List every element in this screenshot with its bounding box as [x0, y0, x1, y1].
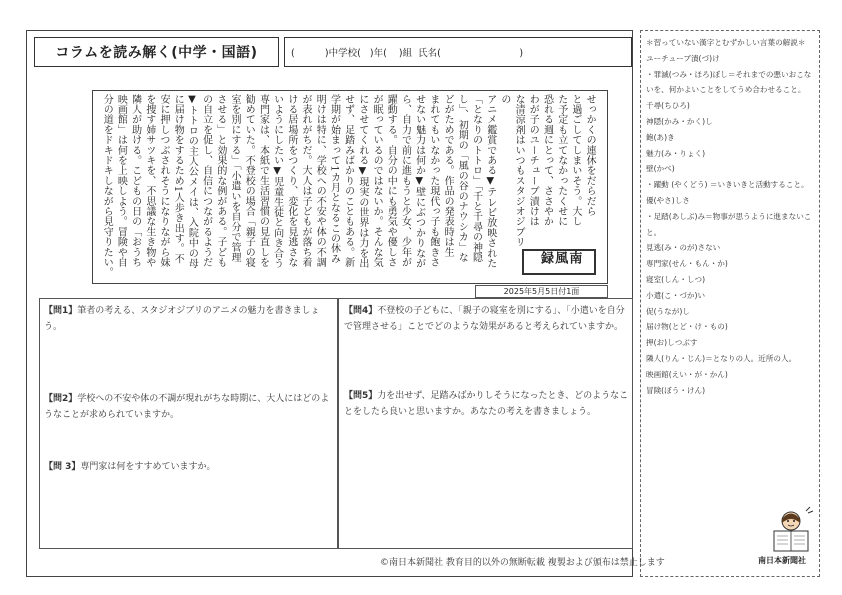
glossary-item: 映画館(えい・が・かん) — [646, 369, 728, 379]
glossary-item: 隣人(りん・じん)＝となりの人。近所の人。 — [646, 353, 797, 363]
question-1[interactable]: 【問1】筆者の考える、スタジオジブリのアニメの魅力を書きましょう。 — [44, 306, 320, 332]
glossary-item: 促(うなが)し — [646, 306, 690, 316]
question-panel-right — [338, 298, 633, 549]
glossary-item: 飽(あ)き — [646, 132, 675, 142]
column-text: せっかくの連休をだらだら と過ごしてしまいそう。大し た予定も立てなかったくせに 恐れる週にとって、ささやか わが子のユーチューブ漬けは な清涼剤はいつもスタジオジブリの アニメ鑑賞である▼テレビ放映された 「となりのトトロ」「千と千尋の神隠 し」、初期の「風の谷のナウシカ」な どがためである。作品の発表時は生 まれてもいなかった現代っ子も飽きさ せない魅力は何か▼壁にぶつかりなが ら、自力で前に進もうと少女、少年が 躍動する。自分の中にも勇気や優しさ が眠っているのではないか。そんな気 にさせてくれる▼現実の世界は力を出 せず、足踏みばかりのこともある。新 学期が始まって1カ月となるこの休み 明けは特に、学校への不安や体の不調 が表れがちだ。大人は子どもが落ち着 ける居場所をつくり、変化を見逃さな いようにしたい▼児童生徒と向き合う 専門家は、本紙で生活習慣の見直しを 勧めていた。不登校の場合「親子の寝 室を別にする」「小遣いを自分で管理 させる」と効果的な例がある。子ども の自立を促し、自信につながるようだ ▼トトロの主人公メイは、入院中の母 に届け物をするため1人歩き出す。不 安に押しつぶされそうになりながら妹 を捜す姉サツキを、不思議な生き物や 隣人が助ける。こどもの日の「おうち 映画館」は何を上映しよう。冒険や自 分の道をドキドキしながら見守りたい。 — [101, 94, 596, 278]
glossary-item: 押(お)しつぶす — [646, 338, 698, 348]
question-4[interactable]: 【問4】不登校の子どもに、「親子の寝室を別にする」、「小遣いを自分で管理させる」ことでどのような効果があると考えられていますか。 — [344, 306, 625, 332]
copyright-notice: ©南日本新聞社 教育目的以外の無断転載 複製および頒布は禁止します — [380, 558, 665, 568]
glossary-item: 千尋(ちひろ) — [646, 101, 690, 111]
glossary-item: 神隠(かみ・かく)し — [646, 116, 713, 126]
column-logo: 南風録 — [522, 249, 596, 275]
glossary-item: ・足踏(あしぶ)み＝物事が思うように進まないこと。 — [646, 211, 812, 237]
question-3[interactable]: 【問 3】専門家は何をすすめていますか。 — [44, 462, 216, 472]
glossary-item: 魅力(み・りょく) — [646, 148, 706, 158]
glossary-item: 優(やさ)しさ — [646, 195, 690, 205]
glossary-panel — [640, 30, 820, 577]
glossary-item: ユーチューブ漬(づ)け — [646, 53, 720, 63]
question-5[interactable]: 【問5】力を出せず、足踏みばかりしそうになったとき、どのようなことをしたら良いと思いますか。あなたの考えを書きましょう。 — [344, 391, 629, 417]
student-name-fields[interactable]: ( )中学校( )年( )組 氏名( ) — [284, 37, 632, 67]
article-dateline: 2025年5月5日付1面 — [475, 285, 608, 298]
worksheet-title: コラムを読み解く(中学・国語) — [34, 37, 279, 67]
glossary-item: 小遣(こ・づか)い — [646, 290, 706, 300]
glossary-item: ・躍動 (やくどう) ＝いきいきと活動すること。 — [646, 180, 809, 190]
glossary-item: 専門家(せん・もん・か) — [646, 259, 728, 269]
question-2[interactable]: 【問2】学校への不安や体の不調が現れがちな時期に、大人にはどのようなことが求められていますか。 — [44, 394, 330, 420]
glossary-heading: ＊習っていない漢字とむずかしい言葉の解説＊ — [646, 38, 806, 47]
newspaper-column — [92, 90, 608, 284]
glossary-item: 見逃(み・のが)さない — [646, 243, 721, 253]
glossary-item: 壁(かべ) — [646, 164, 675, 174]
glossary-item: 冒険(ぼう・けん) — [646, 385, 706, 395]
newspaper-reader-mascot-icon — [766, 505, 816, 555]
glossary-item: 寝室(しん・しつ) — [646, 274, 706, 284]
column-body — [99, 94, 596, 279]
glossary-item: ・罪滅(つみ・ほろ)ぼし＝それまでの悪いおこないを、何かよいことをしてうめ合わせること。 — [646, 69, 812, 95]
glossary-item: 届け物(とど・け・もの) — [646, 322, 728, 332]
question-panel-left — [39, 298, 338, 549]
publisher-logo: 南日本新聞社 — [758, 556, 806, 565]
